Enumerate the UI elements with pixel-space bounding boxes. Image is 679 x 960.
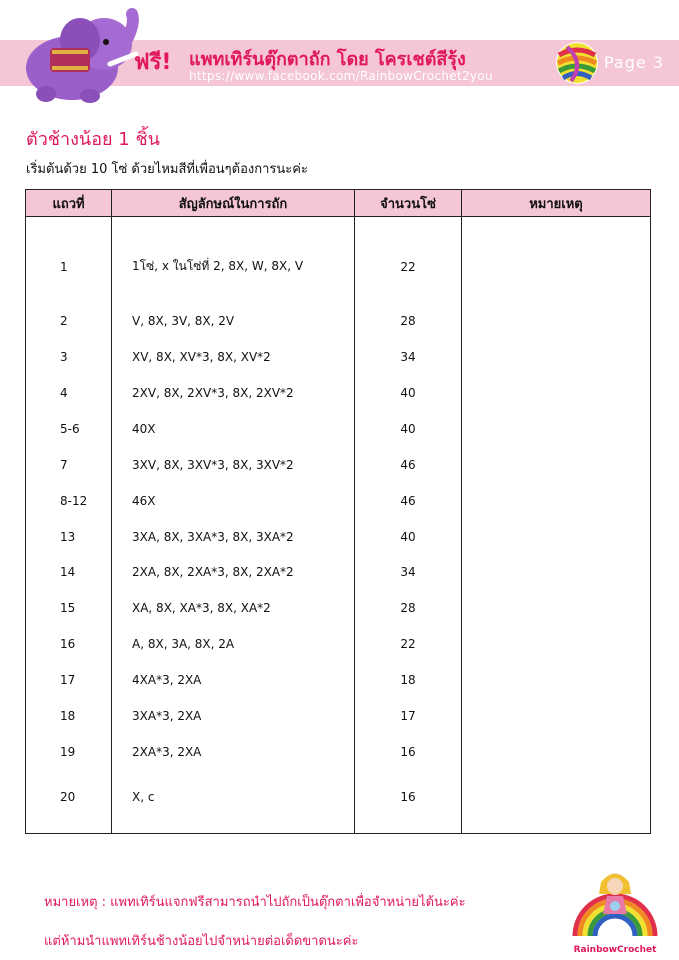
symbols-cell: 3XA, 8X, 3XA*3, 8X, 3XA*2	[112, 519, 355, 555]
stitch-count-cell: 34	[355, 339, 462, 375]
row-number-cell: 20	[26, 770, 112, 833]
stitch-count-cell: 22	[355, 217, 462, 303]
symbols-cell: XV, 8X, XV*3, 8X, XV*2	[112, 339, 355, 375]
note-cell	[462, 303, 651, 339]
note-cell	[462, 662, 651, 698]
table-row	[26, 662, 651, 698]
table-row	[26, 447, 651, 483]
row-number-cell: 2	[26, 303, 112, 339]
row-number-cell: 3	[26, 339, 112, 375]
stitch-count-cell: 46	[355, 447, 462, 483]
symbols-cell: 2XA, 8X, 2XA*3, 8X, 2XA*2	[112, 555, 355, 591]
table-row	[26, 734, 651, 770]
table-row	[26, 303, 651, 339]
page-number: Page 3	[604, 53, 664, 72]
note-cell	[462, 698, 651, 734]
header-title: แพทเทิร์นตุ๊กตาถัก โดย โครเชต์สีรุ้ง	[189, 49, 466, 70]
note-cell	[462, 590, 651, 626]
note-cell	[462, 375, 651, 411]
row-number-cell: 8-12	[26, 483, 112, 519]
table-row	[26, 519, 651, 555]
row-number-cell: 15	[26, 590, 112, 626]
symbols-cell: 2XV, 8X, 2XV*3, 8X, 2XV*2	[112, 375, 355, 411]
row-number-cell: 5-6	[26, 411, 112, 447]
free-label: ฟรี!	[134, 50, 172, 75]
table-row	[26, 590, 651, 626]
symbols-cell: A, 8X, 3A, 8X, 2A	[112, 626, 355, 662]
column-header-stitch-count: จำนวนโซ่	[355, 190, 462, 217]
section-title: ตัวช้างน้อย 1 ชิ้น	[26, 129, 160, 150]
table-row	[26, 339, 651, 375]
column-header-note: หมายเหตุ	[462, 190, 651, 217]
row-number-cell: 17	[26, 662, 112, 698]
symbols-cell: 2XA*3, 2XA	[112, 734, 355, 770]
stitch-count-cell: 16	[355, 770, 462, 833]
footer-note-line1: หมายเหตุ : แพทเทิร์นแจกฟรีสามารถนำไปถักเป็นตุ๊กตาเพื่อจำหน่ายได้นะค่ะ	[44, 895, 466, 910]
note-cell	[462, 626, 651, 662]
footer-note-line2: แต่ห้ามนำแพทเทิร์นช้างน้อยไปจำหน่ายต่อเด็ดขาดนะค่ะ	[44, 934, 359, 949]
stitch-count-cell: 16	[355, 734, 462, 770]
stitch-count-cell: 28	[355, 590, 462, 626]
table-row	[26, 626, 651, 662]
symbols-cell: XA, 8X, XA*3, 8X, XA*2	[112, 590, 355, 626]
note-cell	[462, 734, 651, 770]
note-cell	[462, 770, 651, 833]
stitch-count-cell: 28	[355, 303, 462, 339]
row-number-cell: 4	[26, 375, 112, 411]
row-number-cell: 1	[26, 217, 112, 303]
table-header-row	[26, 190, 651, 217]
stitch-count-cell: 34	[355, 555, 462, 591]
table-row	[26, 217, 651, 303]
table-row	[26, 375, 651, 411]
note-cell	[462, 555, 651, 591]
symbols-cell: X, c	[112, 770, 355, 833]
row-number-cell: 13	[26, 519, 112, 555]
note-cell	[462, 217, 651, 303]
facebook-url[interactable]: https://www.facebook.com/RainbowCrochet2you	[189, 69, 493, 83]
symbols-cell: 4XA*3, 2XA	[112, 662, 355, 698]
table-row	[26, 770, 651, 833]
row-number-cell: 19	[26, 734, 112, 770]
row-number-cell: 14	[26, 555, 112, 591]
note-cell	[462, 411, 651, 447]
intro-text: เริ่มต้นด้วย 10 โซ่ ด้วยไหมสีที่เพื่อนๆต้องการนะค่ะ	[26, 162, 308, 177]
table-row	[26, 483, 651, 519]
symbols-cell: V, 8X, 3V, 8X, 2V	[112, 303, 355, 339]
pattern-table	[25, 189, 651, 834]
note-cell	[462, 339, 651, 375]
elephant-doll-icon	[10, 6, 140, 106]
stitch-count-cell: 40	[355, 411, 462, 447]
note-cell	[462, 519, 651, 555]
logo-text: RainbowCrochet	[573, 945, 657, 955]
stitch-count-cell: 18	[355, 662, 462, 698]
note-cell	[462, 447, 651, 483]
table-row	[26, 411, 651, 447]
symbols-cell: 46X	[112, 483, 355, 519]
stitch-count-cell: 40	[355, 375, 462, 411]
column-header-row-number: แถวที่	[26, 190, 112, 217]
table-row	[26, 698, 651, 734]
stitch-count-cell: 46	[355, 483, 462, 519]
row-number-cell: 16	[26, 626, 112, 662]
stitch-count-cell: 17	[355, 698, 462, 734]
symbols-cell: 3XV, 8X, 3XV*3, 8X, 3XV*2	[112, 447, 355, 483]
row-number-cell: 7	[26, 447, 112, 483]
rainbow-girl-logo-icon	[565, 866, 665, 956]
symbols-cell: 40X	[112, 411, 355, 447]
column-header-symbols: สัญลักษณ์ในการถัก	[112, 190, 355, 217]
stitch-count-cell: 22	[355, 626, 462, 662]
table-row	[26, 555, 651, 591]
note-cell	[462, 483, 651, 519]
rainbow-yarn-ball-icon	[555, 41, 599, 85]
symbols-cell: 1โซ่, x ในโซ่ที่ 2, 8X, W, 8X, V	[112, 217, 355, 303]
stitch-count-cell: 40	[355, 519, 462, 555]
row-number-cell: 18	[26, 698, 112, 734]
symbols-cell: 3XA*3, 2XA	[112, 698, 355, 734]
